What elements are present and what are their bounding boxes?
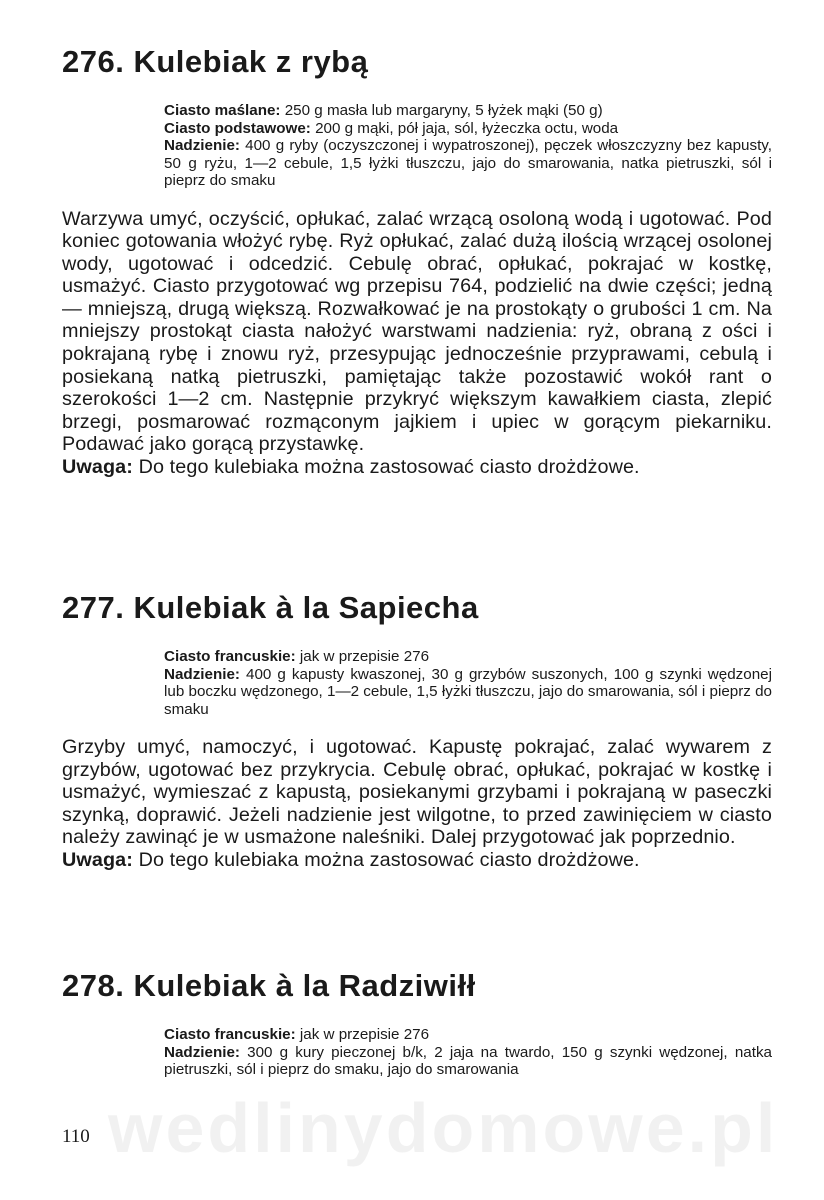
note-label: Uwaga:	[62, 848, 133, 871]
ingredient-line	[164, 666, 772, 719]
ingredient-line	[164, 1026, 772, 1044]
note-label: Uwaga:	[62, 456, 133, 479]
recipe-title: 277. Kulebiak à la Sapiecha	[62, 590, 479, 625]
ingredient-text: 400 g ryby (oczyszczonej i wypatroszonej), pęczek włoszczyzny bez kapusty, 50 g ryżu, 1—2 cebule, 1,5 łyżki tłuszczu, jajo do smarowania, natka pietruszki, sól i pieprz do smaku	[164, 137, 772, 189]
recipe-title: 278. Kulebiak à la Radziwiłł	[62, 968, 476, 1003]
recipe-278	[62, 966, 772, 1079]
ingredients-block	[164, 648, 772, 718]
recipe-instructions	[62, 208, 772, 479]
watermark: wedlinydomowe.pl	[108, 1089, 779, 1167]
ingredient-label: Ciasto francuskie:	[164, 648, 296, 665]
ingredient-line	[164, 102, 772, 120]
ingredient-text: 300 g kury pieczonej b/k, 2 jaja na twardo, 150 g szynki wędzonej, natka pietruszki, sól i pieprz do smaku, jajo do smarowania	[164, 1043, 772, 1078]
ingredient-text: jak w przepisie 276	[299, 648, 430, 665]
instructions-text: Warzywa umyć, oczyścić, opłukać, zalać wrzącą osoloną wodą i ugotować. Pod koniec gotowania włożyć rybę. Ryż opłukać, zalać dużą ilością wrzącej osolonej wody, ugotować i odcedzić. Cebulę obrać, opłukać, pokrajać w kostkę, usmażyć. Ciasto przygotować wg przepisu 764, podzielić na dwie części; jedną — mniejszą, drugą większą. Rozwałkować je na prostokąty o grubości 1 cm. Na mniejszy prostokąt ciasta nałożyć warstwami nadzienia: ryż, obraną z ości i pokrajaną rybę i znowu ryż, przesypując jednocześnie przyprawami, cebulą i posiekaną natką pietruszki, pamiętając także pozostawić wokół rant o szerokości 1—2 cm. Następnie przykryć większym kawałkiem ciasta, zlepić brzegi, posmarować rozmąconym jajkiem i upiec w gorącym piekarniku. Podawać jako gorącą przystawkę.	[62, 207, 772, 456]
ingredient-line	[164, 1044, 772, 1079]
recipe-277	[62, 588, 772, 872]
recipe-276	[62, 42, 772, 479]
ingredient-text: jak w przepisie 276	[299, 1026, 430, 1043]
ingredient-label: Ciasto maślane:	[164, 102, 281, 119]
ingredient-line	[164, 648, 772, 666]
ingredient-text: 400 g kapusty kwaszonej, 30 g grzybów suszonych, 100 g szynki wędzonej lub boczku wędzonego, 1—2 cebule, 1,5 łyżki tłuszczu, jajo do smarowania, sól i pieprz do smaku	[164, 665, 772, 718]
instructions-text: Grzyby umyć, namoczyć, i ugotować. Kapustę pokrajać, zalać wywarem z grzybów, ugotować bez przykrycia. Cebulę obrać, opłukać, pokrajać w kostkę i usmażyć, wymieszać z kapustą, posiekanymi grzybami i pokrajaną w paseczki szynką, doprawić. Jeżeli nadzienie jest wilgotne, to przed zawinięciem w ciasto należy zawinąć je w usmażone naleśniki. Dalej przygotować jak poprzednio.	[62, 736, 772, 849]
recipe-note	[62, 456, 772, 479]
recipe-title: 276. Kulebiak z rybą	[62, 44, 369, 79]
note-text: Do tego kulebiaka można zastosować ciasto drożdżowe.	[138, 456, 640, 479]
ingredient-label: Nadzienie:	[164, 137, 240, 154]
ingredient-label: Ciasto podstawowe:	[164, 119, 311, 137]
note-text: Do tego kulebiaka można zastosować ciasto drożdżowe.	[138, 848, 640, 871]
ingredient-label: Ciasto francuskie:	[164, 1026, 296, 1043]
ingredient-line	[164, 137, 772, 190]
page-number: 110	[62, 1126, 90, 1147]
ingredient-label: Nadzienie:	[164, 1043, 240, 1061]
ingredient-text: 250 g masła lub margaryny, 5 łyżek mąki (50 g)	[284, 102, 603, 119]
ingredients-block	[164, 1026, 772, 1079]
ingredient-text: 200 g mąki, pół jaja, sól, łyżeczka octu, woda	[315, 119, 619, 137]
recipe-instructions	[62, 736, 772, 872]
ingredient-line	[164, 120, 772, 138]
ingredient-label: Nadzienie:	[164, 665, 240, 683]
ingredients-block	[164, 102, 772, 190]
recipe-note	[62, 849, 772, 872]
